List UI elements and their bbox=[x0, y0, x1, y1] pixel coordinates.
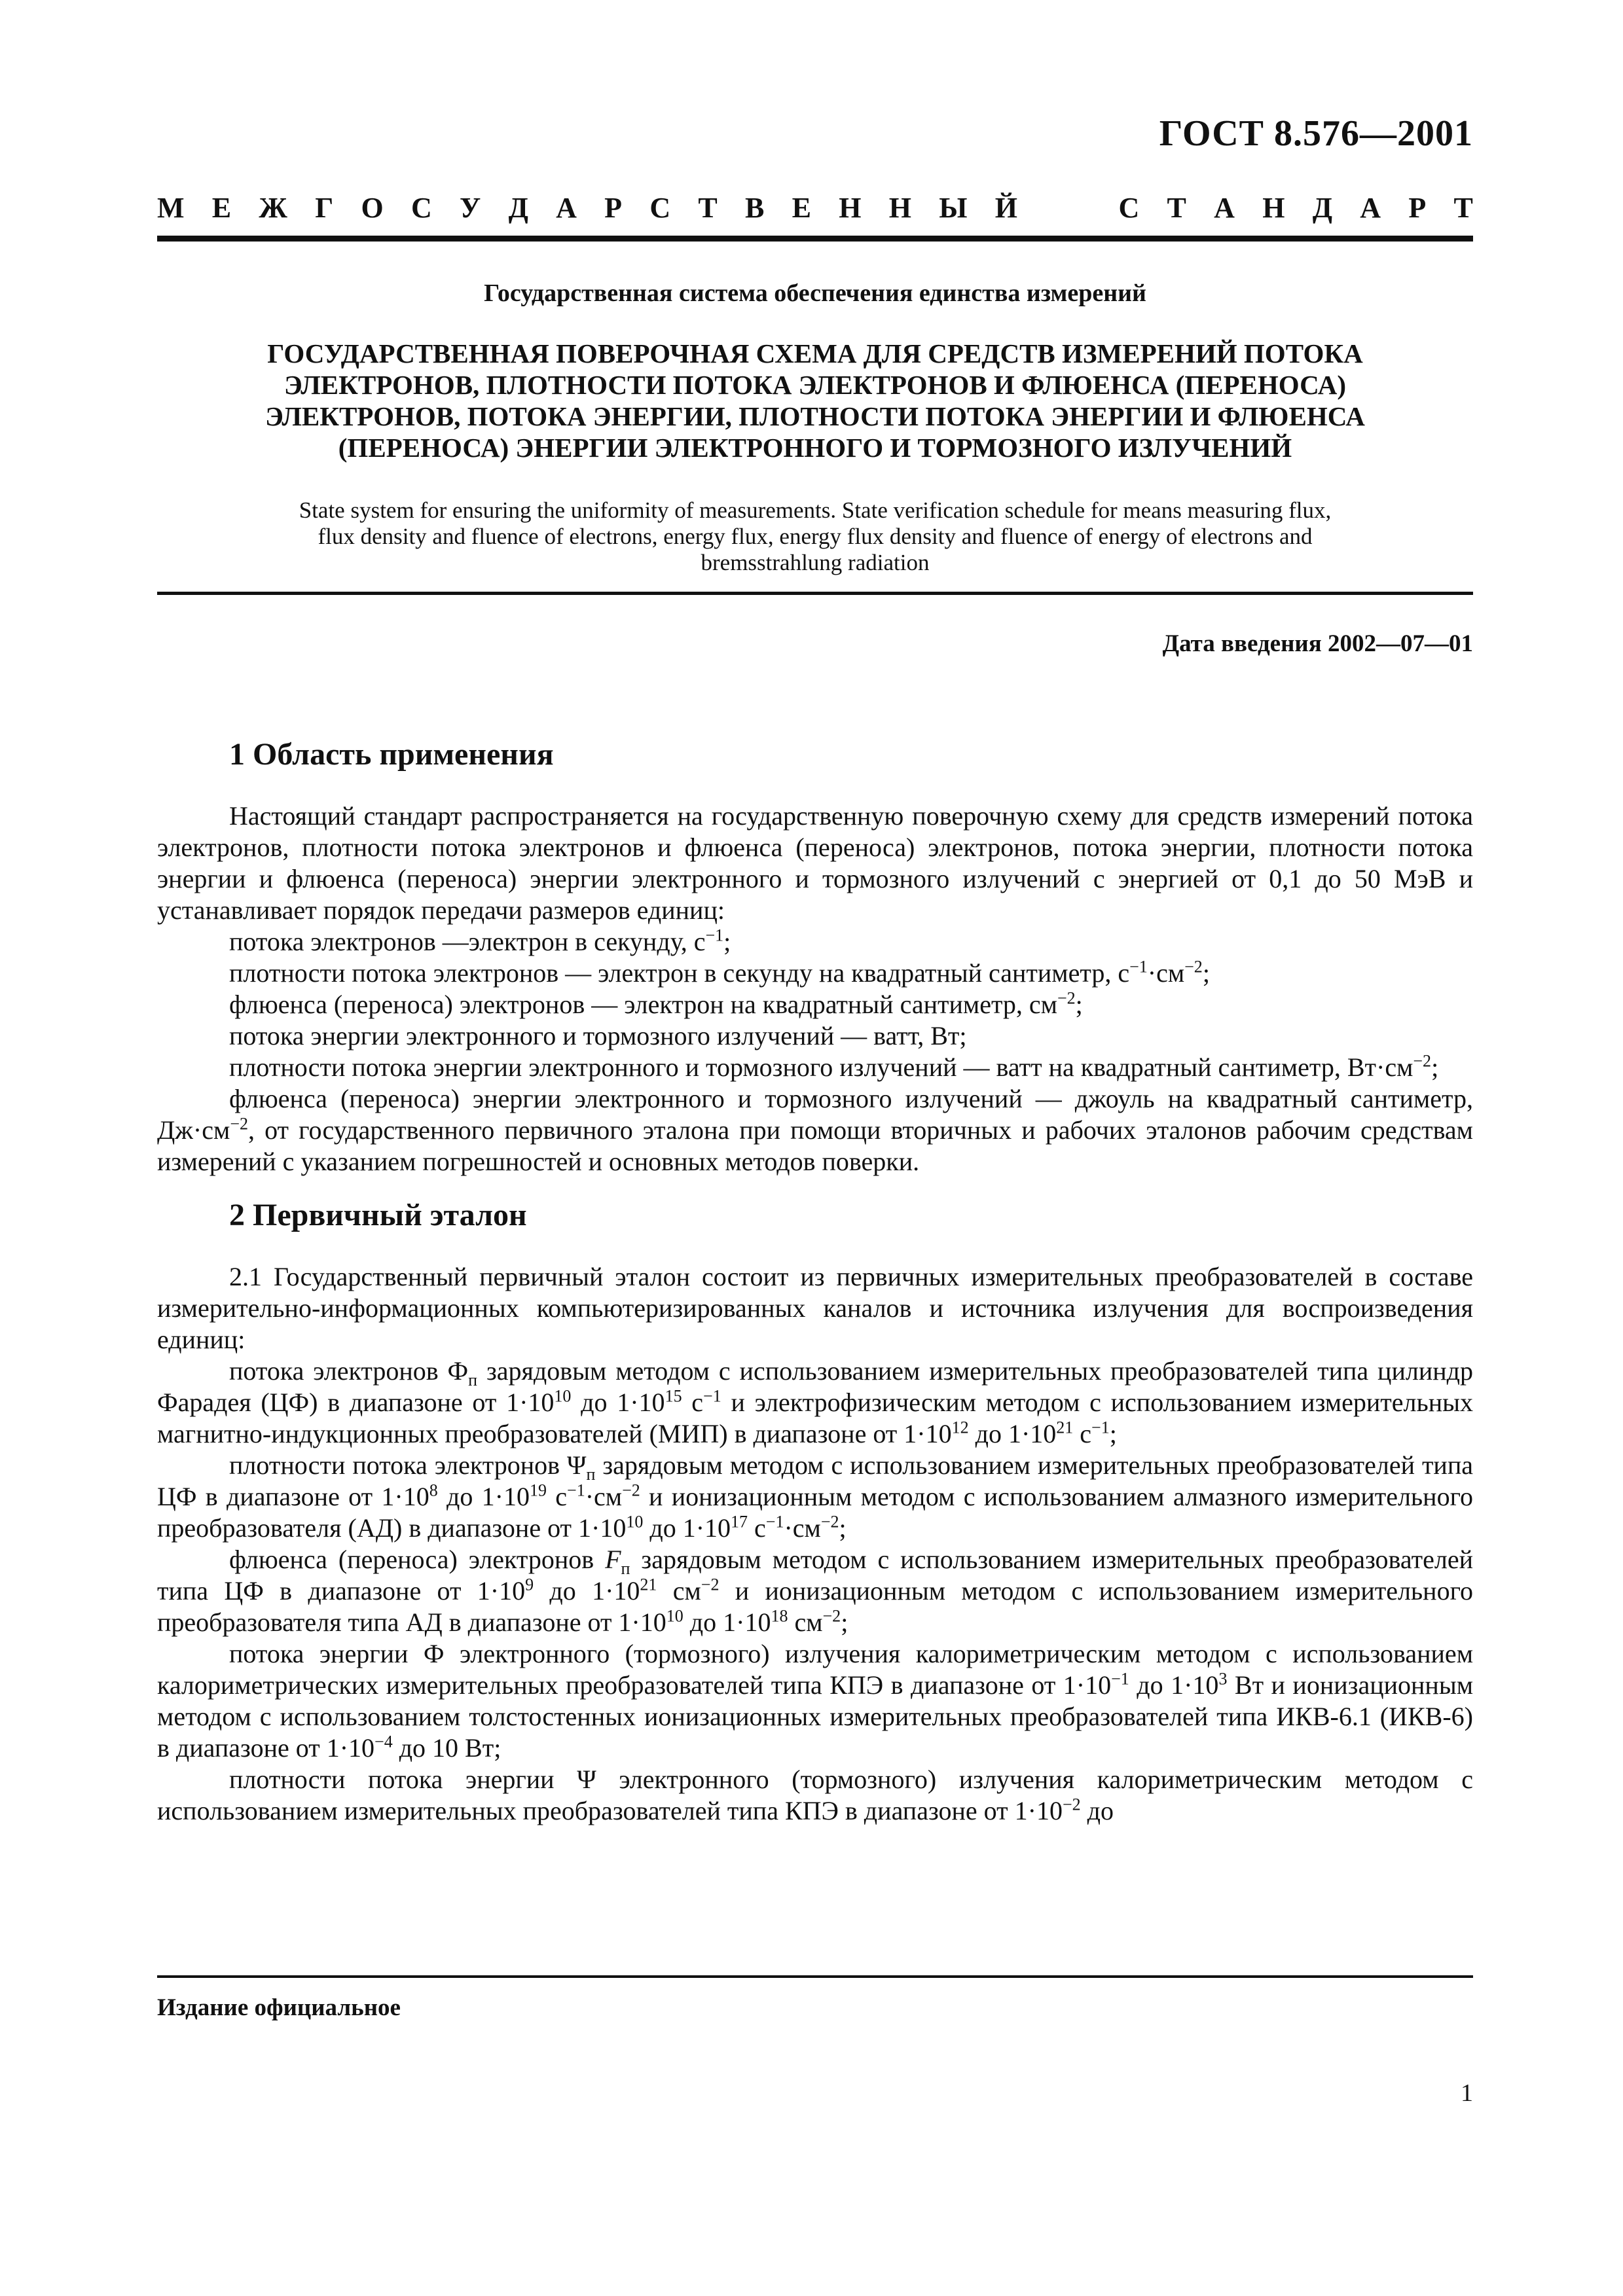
category-letter: Н bbox=[839, 192, 862, 224]
main-title-line: ГОСУДАРСТВЕННАЯ ПОВЕРОЧНАЯ СХЕМА ДЛЯ СРЕДСТВ ИЗМЕРЕНИЙ ПОТОКА bbox=[267, 338, 1363, 368]
section-heading: 1 Область применения bbox=[229, 737, 554, 772]
paragraph: потока энергии Ф электронного (тормозного) излучения калориметрическим методом с использованием калориметрических измерительных преобразователей типа КПЭ в диапазоне от $1\cdot 10^{-1}$ до $1\cdot 10^3$ Вт и ионизационным методом с использованием толстостенных ионизационных измерительных преобразователей типа ИКВ-6.1 (ИКВ-6) в диапазоне от $1\cdot 10^{-4}$ до 10 Вт; bbox=[157, 1639, 1474, 1763]
english-title-line: bremsstrahlung radiation bbox=[701, 550, 930, 575]
category-letter: Д bbox=[508, 192, 528, 224]
paragraph: флюенса (переноса) электронов $F_п$ зарядовым методом с использованием измерительных преобразователей типа ЦФ в диапазоне от $1\cdot 10^9$ до $1\cdot 10^{21}$ $см^{-2}$ и ионизационным методом с использованием измерительного преобразователя типа АД в диапазоне от $1\cdot 10^{10}$ до $1\cdot 10^{18}$ $см^{-2}$; bbox=[157, 1545, 1473, 1637]
paragraph: потока электронов $Ф_п$ зарядовым методом с использованием измерительных преобразователей типа цилиндр Фарадея (ЦФ) в диапазоне от $1\cdot 10^{10}$ до $1\cdot 10^{15}$ $с^{-1}$ и электрофизическим методом с использованием измерительных магнитно-индукционных преобразователей (МИП) в диапазоне от $1\cdot 10^{12}$ до $1\cdot 10^{21}$ $с^{-1}$; bbox=[157, 1356, 1473, 1448]
standard-designation: ГОСТ 8.576—2001 bbox=[1159, 113, 1473, 154]
main-title-line: ЭЛЕКТРОНОВ, ПЛОТНОСТИ ПОТОКА ЭЛЕКТРОНОВ И ФЛЮЕНСА (ПЕРЕНОСА) bbox=[284, 370, 1346, 400]
category-letter: М bbox=[157, 192, 185, 224]
paragraph: 2.1 Государственный первичный эталон состоит из первичных измерительных преобразователей в составе измерительно-информационных компьютеризированных каналов и источника излучения для воспроизведения единиц: bbox=[157, 1262, 1473, 1354]
category-letter: Н bbox=[1262, 192, 1285, 224]
category-letter: У bbox=[460, 192, 481, 224]
category-letter: О bbox=[361, 192, 384, 224]
english-title-line: flux density and fluence of electrons, energy flux, energy flux density and fluence of energy of electrons and bbox=[318, 524, 1313, 549]
category-letter: Е bbox=[211, 192, 232, 224]
paragraph: плотности потока электронов — электрон в секунду на квадратный сантиметр, $с^{-1}\cdot см^{-2}$; bbox=[229, 957, 1210, 988]
paragraph: потока электронов —электрон в секунду, $с^{-1}$; bbox=[229, 925, 731, 956]
category-letter: С bbox=[410, 192, 432, 224]
category-letter: Г bbox=[315, 192, 334, 224]
category-letter: Д bbox=[1312, 192, 1332, 224]
section-heading: 2 Первичный эталон bbox=[229, 1198, 527, 1232]
introduction-date: Дата введения 2002—07—01 bbox=[1162, 630, 1473, 657]
edition-label: Издание официальное bbox=[157, 1994, 401, 2021]
category-letter: Т bbox=[698, 192, 718, 224]
title-rule bbox=[157, 592, 1473, 595]
category-letter: А bbox=[1360, 192, 1381, 224]
main-title bbox=[183, 338, 1447, 463]
document-body bbox=[157, 736, 1473, 1827]
document-page bbox=[157, 0, 1473, 2296]
main-title-line: (ПЕРЕНОСА) ЭНЕРГИИ ЭЛЕКТРОННОГО И ТОРМОЗНОГО ИЗЛУЧЕНИЙ bbox=[338, 433, 1292, 463]
english-title-line: State system for ensuring the uniformity of measurements. State verification schedule for means measuring flux, bbox=[299, 497, 1332, 523]
category-letter: С bbox=[649, 192, 671, 224]
paragraph: плотности потока энергии Ψ электронного (тормозного) излучения калориметрическим методом с использованием измерительных преобразователей типа КПЭ в диапазоне от $1\cdot 10^{-2}$ до bbox=[157, 1765, 1473, 1825]
paragraph: флюенса (переноса) энергии электронного и тормозного излучений — джоуль на квадратный сантиметр, $Дж\cdot см^{-2}$, от государственного первичного эталона при помощи вторичных и рабочих эталонов рабочим средствам измерений с указанием погрешностей и основных методов поверки. bbox=[157, 1084, 1473, 1176]
category-letter: Р bbox=[604, 192, 623, 224]
category-letter: Й bbox=[994, 192, 1017, 224]
category-letter: Н bbox=[888, 192, 911, 224]
category-letter: Ж bbox=[259, 192, 287, 224]
category-letter: Р bbox=[1408, 192, 1427, 224]
english-title bbox=[177, 497, 1453, 576]
category-letter: Т bbox=[1453, 192, 1473, 224]
category-letter: Т bbox=[1167, 192, 1186, 224]
header-rule bbox=[157, 236, 1473, 242]
paragraph: потока энергии электронного и тормозного излучений — ватт, Вт; bbox=[229, 1021, 967, 1050]
category-letter: А bbox=[556, 192, 577, 224]
category-letter: В bbox=[745, 192, 765, 224]
category-letter: Ы bbox=[939, 192, 968, 224]
paragraph: плотности потока электронов $\Psi_п$ зарядовым методом с использованием измерительных преобразователей типа ЦФ в диапазоне от $1\cdot 10^8$ до $1\cdot 10^{19}$ $с^{-1}\cdot см^{-2}$ и ионизационным методом с использованием алмазного измерительного преобразователя (АД) в диапазоне от $1\cdot 10^{10}$ до $1\cdot 10^{17}$ $с^{-1}\cdot см^{-2}$; bbox=[157, 1450, 1473, 1543]
page-number: 1 bbox=[1461, 2079, 1473, 2107]
system-title: Государственная система обеспечения единства измерений bbox=[484, 279, 1146, 307]
category-word-gap bbox=[1045, 191, 1091, 224]
main-title-line: ЭЛЕКТРОНОВ, ПОТОКА ЭНЕРГИИ, ПЛОТНОСТИ ПОТОКА ЭНЕРГИИ И ФЛЮЕНСА bbox=[265, 401, 1365, 431]
footer-rule bbox=[157, 1975, 1473, 1978]
paragraph: Настоящий стандарт распространяется на государственную поверочную схему для средств измерений потока электронов, плотности потока электронов и флюенса (переноса) электронов, потока энергии, плотности потока энергии и флюенса (переноса) энергии электронного и тормозного излучений с энергией от 0,1 до 50 МэВ и устанавливает порядок передачи размеров единиц: bbox=[157, 801, 1473, 925]
paragraph: флюенса (переноса) электронов — электрон на квадратный сантиметр, $см^{-2}$; bbox=[229, 988, 1083, 1019]
category-letter: С bbox=[1118, 192, 1140, 224]
paragraph: плотности потока энергии электронного и тормозного излучений — ватт на квадратный сантиметр, $Вт\cdot см^{-2}$; bbox=[229, 1051, 1439, 1082]
category-letter: Е bbox=[792, 192, 811, 224]
standard-category bbox=[157, 191, 1473, 224]
category-letter: А bbox=[1214, 192, 1235, 224]
